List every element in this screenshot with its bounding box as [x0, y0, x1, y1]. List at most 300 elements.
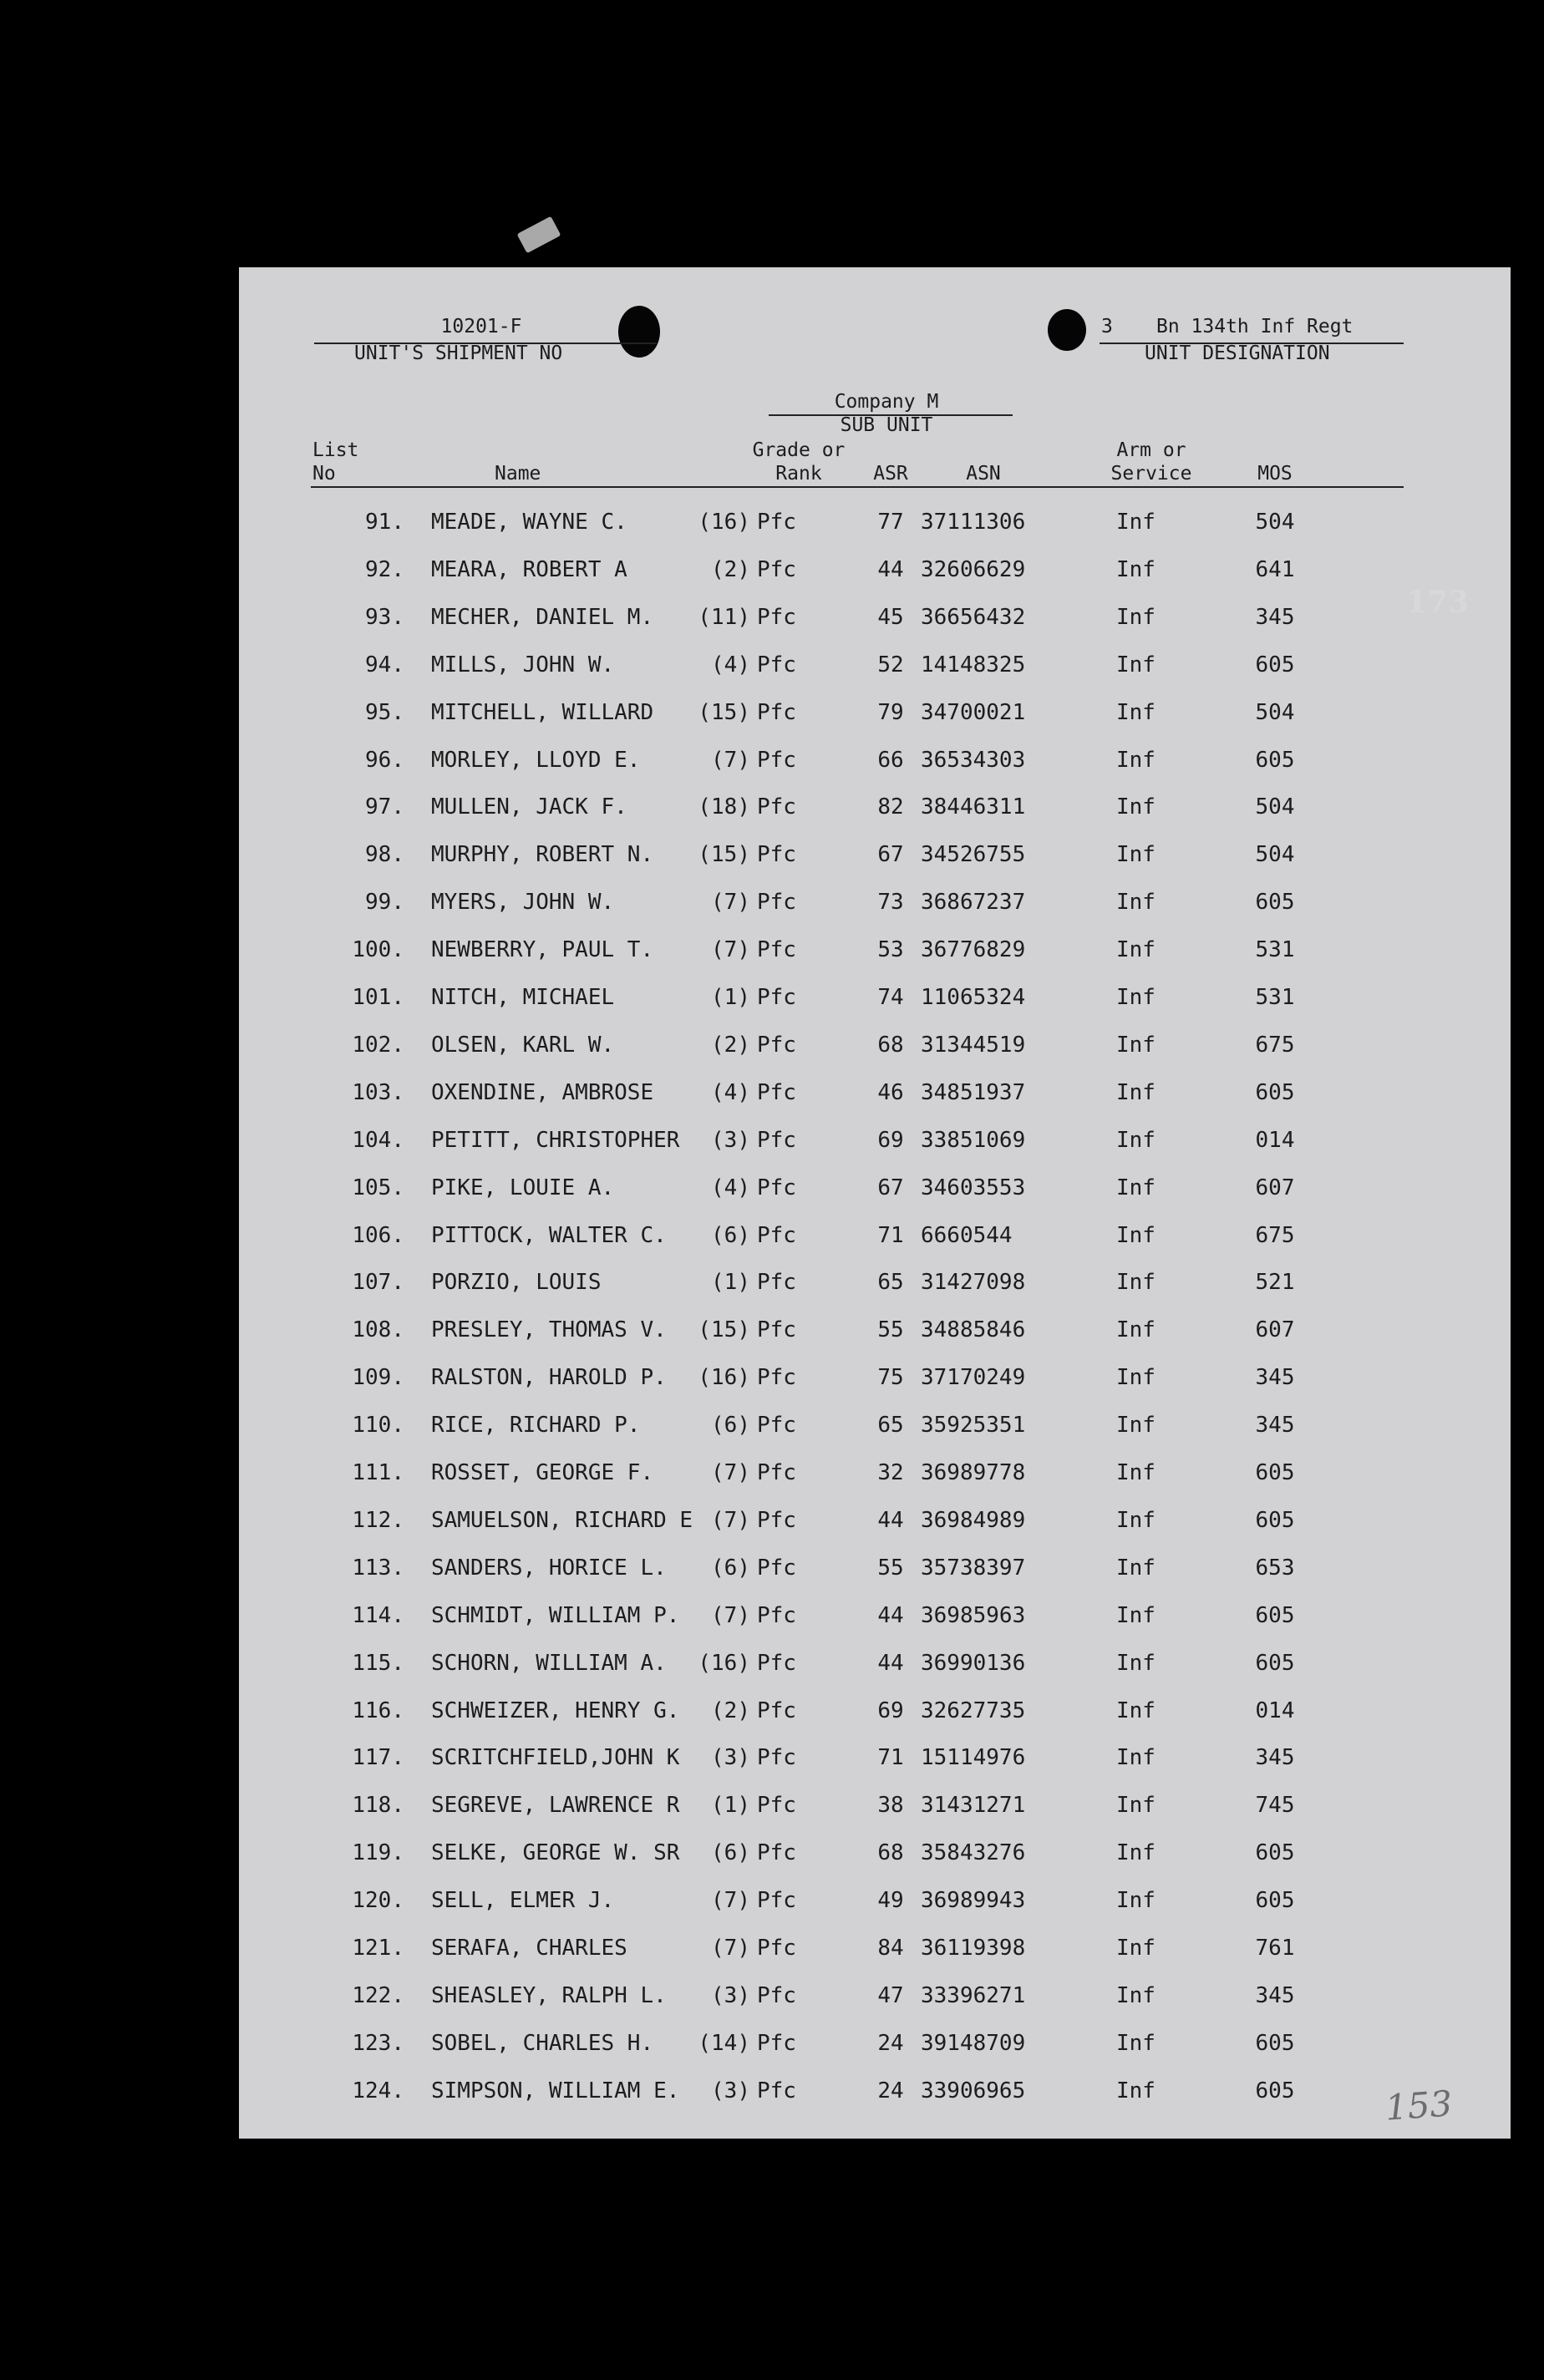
asr-cell: 75 [877, 1365, 904, 1391]
asr-cell: 65 [877, 1270, 904, 1296]
arm-cell: Inf [1116, 604, 1155, 630]
asr-cell: 67 [877, 1175, 904, 1200]
name-cell: SAMUELSON, RICHARD E [431, 1507, 693, 1533]
group-cell: (1) [711, 1793, 750, 1819]
mos-cell: 014 [1255, 1127, 1295, 1153]
table-row [239, 794, 1511, 841]
arm-cell: Inf [1116, 699, 1155, 725]
document-sheet [239, 267, 1511, 2139]
group-cell: (2) [711, 1032, 750, 1058]
table-row [239, 1840, 1511, 1887]
group-cell: (3) [711, 1982, 750, 2008]
table-row [239, 1223, 1511, 1270]
grade-cell: Pfc [757, 1936, 796, 1961]
arm-cell: Inf [1116, 1936, 1155, 1961]
mos-cell: 521 [1255, 1270, 1295, 1296]
asn-cell: 35843276 [921, 1840, 1026, 1866]
group-cell: (2) [711, 556, 750, 582]
grade-cell: Pfc [757, 1079, 796, 1105]
name-cell: SELKE, GEORGE W. SR [431, 1840, 680, 1866]
mos-cell: 531 [1255, 985, 1295, 1010]
mos-cell: 504 [1255, 699, 1295, 725]
asr-cell: 82 [877, 794, 904, 820]
arm-cell: Inf [1116, 1840, 1155, 1866]
mos-cell: 675 [1255, 1222, 1295, 1248]
name-cell: MITCHELL, WILLARD [431, 699, 654, 725]
asn-cell: 35738397 [921, 1555, 1026, 1581]
group-cell: (6) [711, 1555, 750, 1581]
mos-cell: 653 [1255, 1555, 1295, 1581]
asr-cell: 68 [877, 1032, 904, 1058]
asn-cell: 36776829 [921, 937, 1026, 963]
arm-cell: Inf [1116, 1982, 1155, 2008]
mos-cell: 641 [1255, 556, 1295, 582]
arm-cell: Inf [1116, 2030, 1155, 2056]
name-cell: PIKE, LOUIE A. [431, 1175, 615, 1200]
group-cell: (11) [698, 604, 750, 630]
asn-cell: 15114976 [921, 1745, 1026, 1771]
list-number: 114. [352, 1602, 404, 1628]
asn-cell: 36867237 [921, 890, 1026, 916]
mos-cell: 345 [1255, 1745, 1295, 1771]
grade-cell: Pfc [757, 2030, 796, 2056]
list-number: 108. [352, 1317, 404, 1343]
unit-designation-label: UNIT DESIGNATION [1145, 343, 1330, 364]
grade-cell: Pfc [757, 1175, 796, 1200]
group-cell: (16) [698, 1650, 750, 1676]
group-cell: (15) [698, 842, 750, 868]
asn-cell: 34851937 [921, 1079, 1026, 1105]
arm-cell: Inf [1116, 1079, 1155, 1105]
list-number: 124. [352, 2078, 404, 2103]
name-cell: PETITT, CHRISTOPHER [431, 1127, 680, 1153]
mos-cell: 745 [1255, 1793, 1295, 1819]
sub-unit-label: SUB UNIT [840, 414, 933, 436]
list-number: 92. [365, 556, 404, 582]
grade-cell: Pfc [757, 1270, 796, 1296]
arm-cell: Inf [1116, 652, 1155, 677]
arm-cell: Inf [1116, 747, 1155, 773]
grade-cell: Pfc [757, 1032, 796, 1058]
list-number: 121. [352, 1936, 404, 1961]
arm-cell: Inf [1116, 1270, 1155, 1296]
table-row [239, 1317, 1511, 1364]
grade-cell: Pfc [757, 556, 796, 582]
arm-cell: Inf [1116, 985, 1155, 1010]
group-cell: (1) [711, 1270, 750, 1296]
grade-cell: Pfc [757, 1460, 796, 1485]
name-cell: SCRITCHFIELD,JOHN K [431, 1745, 680, 1771]
asr-cell: 69 [877, 1127, 904, 1153]
arm-cell: Inf [1116, 1793, 1155, 1819]
grade-cell: Pfc [757, 1793, 796, 1819]
group-cell: (15) [698, 1317, 750, 1343]
asn-cell: 11065324 [921, 985, 1026, 1010]
grade-cell: Pfc [757, 2078, 796, 2103]
name-cell: MEADE, WAYNE C. [431, 510, 627, 535]
arm-cell: Inf [1116, 1460, 1155, 1485]
grade-cell: Pfc [757, 652, 796, 677]
mos-cell: 605 [1255, 1840, 1295, 1866]
grade-cell: Pfc [757, 1507, 796, 1533]
asr-cell: 38 [877, 1793, 904, 1819]
arm-cell: Inf [1116, 1507, 1155, 1533]
mos-cell: 607 [1255, 1175, 1295, 1200]
table-row [239, 1698, 1511, 1745]
asr-cell: 74 [877, 985, 904, 1010]
group-cell: (18) [698, 794, 750, 820]
name-cell: SCHWEIZER, HENRY G. [431, 1697, 680, 1723]
asr-cell: 65 [877, 1413, 904, 1439]
table-row [239, 1128, 1511, 1175]
asr-cell: 79 [877, 699, 904, 725]
list-number: 99. [365, 890, 404, 916]
mos-cell: 605 [1255, 652, 1295, 677]
list-number: 119. [352, 1840, 404, 1866]
arm-cell: Inf [1116, 1175, 1155, 1200]
name-cell: OXENDINE, AMBROSE [431, 1079, 654, 1105]
asn-cell: 32606629 [921, 556, 1026, 582]
mos-cell: 014 [1255, 1697, 1295, 1723]
asn-cell: 36119398 [921, 1936, 1026, 1961]
arm-cell: Inf [1116, 1413, 1155, 1439]
unit-designation: Bn 134th Inf Regt [1156, 316, 1354, 337]
table-row [239, 1033, 1511, 1079]
grade-cell: Pfc [757, 747, 796, 773]
table-row [239, 510, 1511, 556]
table-row [239, 1460, 1511, 1507]
grade-cell: Pfc [757, 985, 796, 1010]
col-asr: ASR [873, 463, 908, 485]
asn-cell: 39148709 [921, 2030, 1026, 2056]
asn-cell: 36656432 [921, 604, 1026, 630]
table-row [239, 1651, 1511, 1697]
mos-cell: 761 [1255, 1936, 1295, 1961]
asr-cell: 68 [877, 1840, 904, 1866]
asr-cell: 49 [877, 1888, 904, 1914]
name-cell: MEARA, ROBERT A [431, 556, 627, 582]
asr-cell: 47 [877, 1982, 904, 2008]
list-number: 109. [352, 1365, 404, 1391]
asn-cell: 36990136 [921, 1650, 1026, 1676]
mos-cell: 345 [1255, 1982, 1295, 2008]
arm-cell: Inf [1116, 1555, 1155, 1581]
table-row [239, 1270, 1511, 1317]
asr-cell: 71 [877, 1745, 904, 1771]
table-row [239, 1745, 1511, 1792]
asr-cell: 73 [877, 890, 904, 916]
asr-cell: 44 [877, 1507, 904, 1533]
group-cell: (6) [711, 1840, 750, 1866]
margin-page-stamp: 173 [1406, 585, 1470, 620]
asr-cell: 52 [877, 652, 904, 677]
list-number: 115. [352, 1650, 404, 1676]
mos-cell: 605 [1255, 1602, 1295, 1628]
group-cell: (7) [711, 1507, 750, 1533]
mos-cell: 605 [1255, 2078, 1295, 2103]
asn-cell: 31344519 [921, 1032, 1026, 1058]
group-cell: (14) [698, 2030, 750, 2056]
table-row [239, 1603, 1511, 1650]
mos-cell: 605 [1255, 890, 1295, 916]
arm-cell: Inf [1116, 842, 1155, 868]
list-number: 106. [352, 1222, 404, 1248]
grade-cell: Pfc [757, 1127, 796, 1153]
list-number: 103. [352, 1079, 404, 1105]
asr-cell: 53 [877, 937, 904, 963]
mos-cell: 345 [1255, 1413, 1295, 1439]
list-number: 100. [352, 937, 404, 963]
col-arm-2: Service [1110, 463, 1192, 485]
group-cell: (7) [711, 890, 750, 916]
grade-cell: Pfc [757, 1697, 796, 1723]
group-cell: (2) [711, 1697, 750, 1723]
list-number: 97. [365, 794, 404, 820]
name-cell: RICE, RICHARD P. [431, 1413, 641, 1439]
asn-cell: 6660544 [921, 1222, 1013, 1248]
asn-cell: 32627735 [921, 1697, 1026, 1723]
mos-cell: 345 [1255, 1365, 1295, 1391]
list-number: 107. [352, 1270, 404, 1296]
table-row [239, 652, 1511, 699]
table-row [239, 1365, 1511, 1412]
name-cell: SEGREVE, LAWRENCE R [431, 1793, 680, 1819]
table-row [239, 1555, 1511, 1602]
asr-cell: 55 [877, 1317, 904, 1343]
asr-cell: 24 [877, 2030, 904, 2056]
grade-cell: Pfc [757, 1413, 796, 1439]
list-number: 112. [352, 1507, 404, 1533]
arm-cell: Inf [1116, 1127, 1155, 1153]
sub-unit: Company M [834, 391, 939, 413]
group-cell: (6) [711, 1413, 750, 1439]
list-number: 122. [352, 1982, 404, 2008]
shipment-label: UNIT'S SHIPMENT NO [354, 343, 563, 364]
list-number: 110. [352, 1413, 404, 1439]
name-cell: MILLS, JOHN W. [431, 652, 615, 677]
table-row [239, 1936, 1511, 1982]
col-grade-2: Rank [775, 463, 822, 485]
table-row [239, 1983, 1511, 2030]
list-number: 91. [365, 510, 404, 535]
group-cell: (4) [711, 1079, 750, 1105]
table-row [239, 890, 1511, 936]
list-number: 102. [352, 1032, 404, 1058]
col-arm-1: Arm or [1116, 439, 1186, 461]
group-cell: (7) [711, 1602, 750, 1628]
name-cell: MURPHY, ROBERT N. [431, 842, 654, 868]
arm-cell: Inf [1116, 1602, 1155, 1628]
asr-cell: 77 [877, 510, 904, 535]
asr-cell: 67 [877, 842, 904, 868]
name-cell: SELL, ELMER J. [431, 1888, 615, 1914]
asn-cell: 34526755 [921, 842, 1026, 868]
table-row [239, 1793, 1511, 1840]
punch-hole-right [1048, 309, 1086, 351]
grade-cell: Pfc [757, 1317, 796, 1343]
name-cell: SHEASLEY, RALPH L. [431, 1982, 667, 2008]
arm-cell: Inf [1116, 794, 1155, 820]
arm-cell: Inf [1116, 1365, 1155, 1391]
arm-cell: Inf [1116, 556, 1155, 582]
table-row [239, 842, 1511, 889]
pencil-page-note: 153 [1384, 2083, 1454, 2129]
mos-cell: 531 [1255, 937, 1295, 963]
grade-cell: Pfc [757, 890, 796, 916]
table-row [239, 985, 1511, 1032]
col-list-no-2: No [312, 463, 336, 485]
name-cell: NITCH, MICHAEL [431, 985, 615, 1010]
asn-cell: 34603553 [921, 1175, 1026, 1200]
arm-cell: Inf [1116, 1745, 1155, 1771]
table-row [239, 1080, 1511, 1127]
asn-cell: 34885846 [921, 1317, 1026, 1343]
name-cell: PORZIO, LOUIS [431, 1270, 602, 1296]
asn-cell: 33851069 [921, 1127, 1026, 1153]
list-number: 118. [352, 1793, 404, 1819]
mos-cell: 504 [1255, 510, 1295, 535]
asn-cell: 31431271 [921, 1793, 1026, 1819]
arm-cell: Inf [1116, 890, 1155, 916]
list-number: 93. [365, 604, 404, 630]
arm-cell: Inf [1116, 2078, 1155, 2103]
group-cell: (16) [698, 510, 750, 535]
col-list-no-1: List [312, 439, 359, 461]
asn-cell: 36989778 [921, 1460, 1026, 1485]
name-cell: MULLEN, JACK F. [431, 794, 627, 820]
asr-cell: 44 [877, 1602, 904, 1628]
asn-cell: 35925351 [921, 1413, 1026, 1439]
name-cell: OLSEN, KARL W. [431, 1032, 615, 1058]
grade-cell: Pfc [757, 1745, 796, 1771]
name-cell: PRESLEY, THOMAS V. [431, 1317, 667, 1343]
arm-cell: Inf [1116, 1317, 1155, 1343]
arm-cell: Inf [1116, 1650, 1155, 1676]
group-cell: (15) [698, 699, 750, 725]
group-cell: (1) [711, 985, 750, 1010]
header-rule [311, 486, 1404, 488]
asr-cell: 44 [877, 1650, 904, 1676]
grade-cell: Pfc [757, 794, 796, 820]
name-cell: PITTOCK, WALTER C. [431, 1222, 667, 1248]
table-row [239, 1888, 1511, 1935]
list-number: 96. [365, 747, 404, 773]
arm-cell: Inf [1116, 1222, 1155, 1248]
arm-cell: Inf [1116, 1697, 1155, 1723]
list-number: 104. [352, 1127, 404, 1153]
group-cell: (3) [711, 2078, 750, 2103]
mos-cell: 605 [1255, 1079, 1295, 1105]
list-number: 95. [365, 699, 404, 725]
table-row [239, 1413, 1511, 1459]
asn-cell: 33396271 [921, 1982, 1026, 2008]
group-cell: (7) [711, 1460, 750, 1485]
group-cell: (3) [711, 1127, 750, 1153]
mos-cell: 605 [1255, 1888, 1295, 1914]
list-number: 113. [352, 1555, 404, 1581]
asn-cell: 33906965 [921, 2078, 1026, 2103]
mos-cell: 605 [1255, 1460, 1295, 1485]
name-cell: SERAFA, CHARLES [431, 1936, 627, 1961]
grade-cell: Pfc [757, 1365, 796, 1391]
col-asn: ASN [966, 463, 1001, 485]
list-number: 111. [352, 1460, 404, 1485]
list-number: 94. [365, 652, 404, 677]
group-cell: (4) [711, 652, 750, 677]
table-row [239, 748, 1511, 794]
name-cell: SOBEL, CHARLES H. [431, 2030, 654, 2056]
list-number: 120. [352, 1888, 404, 1914]
list-number: 98. [365, 842, 404, 868]
name-cell: ROSSET, GEORGE F. [431, 1460, 654, 1485]
asr-cell: 45 [877, 604, 904, 630]
asn-cell: 31427098 [921, 1270, 1026, 1296]
paper-scrap [517, 216, 561, 254]
asr-cell: 32 [877, 1460, 904, 1485]
grade-cell: Pfc [757, 699, 796, 725]
grade-cell: Pfc [757, 937, 796, 963]
unit-designation-prefix: 3 [1101, 316, 1113, 337]
grade-cell: Pfc [757, 604, 796, 630]
asn-cell: 36534303 [921, 747, 1026, 773]
table-row [239, 1508, 1511, 1555]
list-number: 117. [352, 1745, 404, 1771]
group-cell: (16) [698, 1365, 750, 1391]
name-cell: RALSTON, HAROLD P. [431, 1365, 667, 1391]
name-cell: SCHORN, WILLIAM A. [431, 1650, 667, 1676]
arm-cell: Inf [1116, 1888, 1155, 1914]
asn-cell: 14148325 [921, 652, 1026, 677]
grade-cell: Pfc [757, 1650, 796, 1676]
mos-cell: 605 [1255, 747, 1295, 773]
name-cell: MORLEY, LLOYD E. [431, 747, 641, 773]
asr-cell: 66 [877, 747, 904, 773]
grade-cell: Pfc [757, 1555, 796, 1581]
group-cell: (7) [711, 1888, 750, 1914]
arm-cell: Inf [1116, 510, 1155, 535]
col-mos: MOS [1257, 463, 1293, 485]
list-number: 105. [352, 1175, 404, 1200]
asr-cell: 69 [877, 1697, 904, 1723]
table-row [239, 937, 1511, 984]
group-cell: (7) [711, 747, 750, 773]
asn-cell: 36985963 [921, 1602, 1026, 1628]
grade-cell: Pfc [757, 1982, 796, 2008]
group-cell: (3) [711, 1745, 750, 1771]
mos-cell: 605 [1255, 1507, 1295, 1533]
group-cell: (7) [711, 937, 750, 963]
asr-cell: 71 [877, 1222, 904, 1248]
mos-cell: 605 [1255, 1650, 1295, 1676]
shipment-number: 10201-F [440, 316, 522, 337]
mos-cell: 605 [1255, 2030, 1295, 2056]
table-row [239, 2078, 1511, 2125]
asn-cell: 34700021 [921, 699, 1026, 725]
arm-cell: Inf [1116, 937, 1155, 963]
arm-cell: Inf [1116, 1032, 1155, 1058]
table-row [239, 700, 1511, 747]
name-cell: SCHMIDT, WILLIAM P. [431, 1602, 680, 1628]
asn-cell: 36984989 [921, 1507, 1026, 1533]
asr-cell: 44 [877, 556, 904, 582]
grade-cell: Pfc [757, 1840, 796, 1866]
table-row [239, 605, 1511, 652]
group-cell: (4) [711, 1175, 750, 1200]
asn-cell: 38446311 [921, 794, 1026, 820]
grade-cell: Pfc [757, 1888, 796, 1914]
group-cell: (7) [711, 1936, 750, 1961]
group-cell: (6) [711, 1222, 750, 1248]
